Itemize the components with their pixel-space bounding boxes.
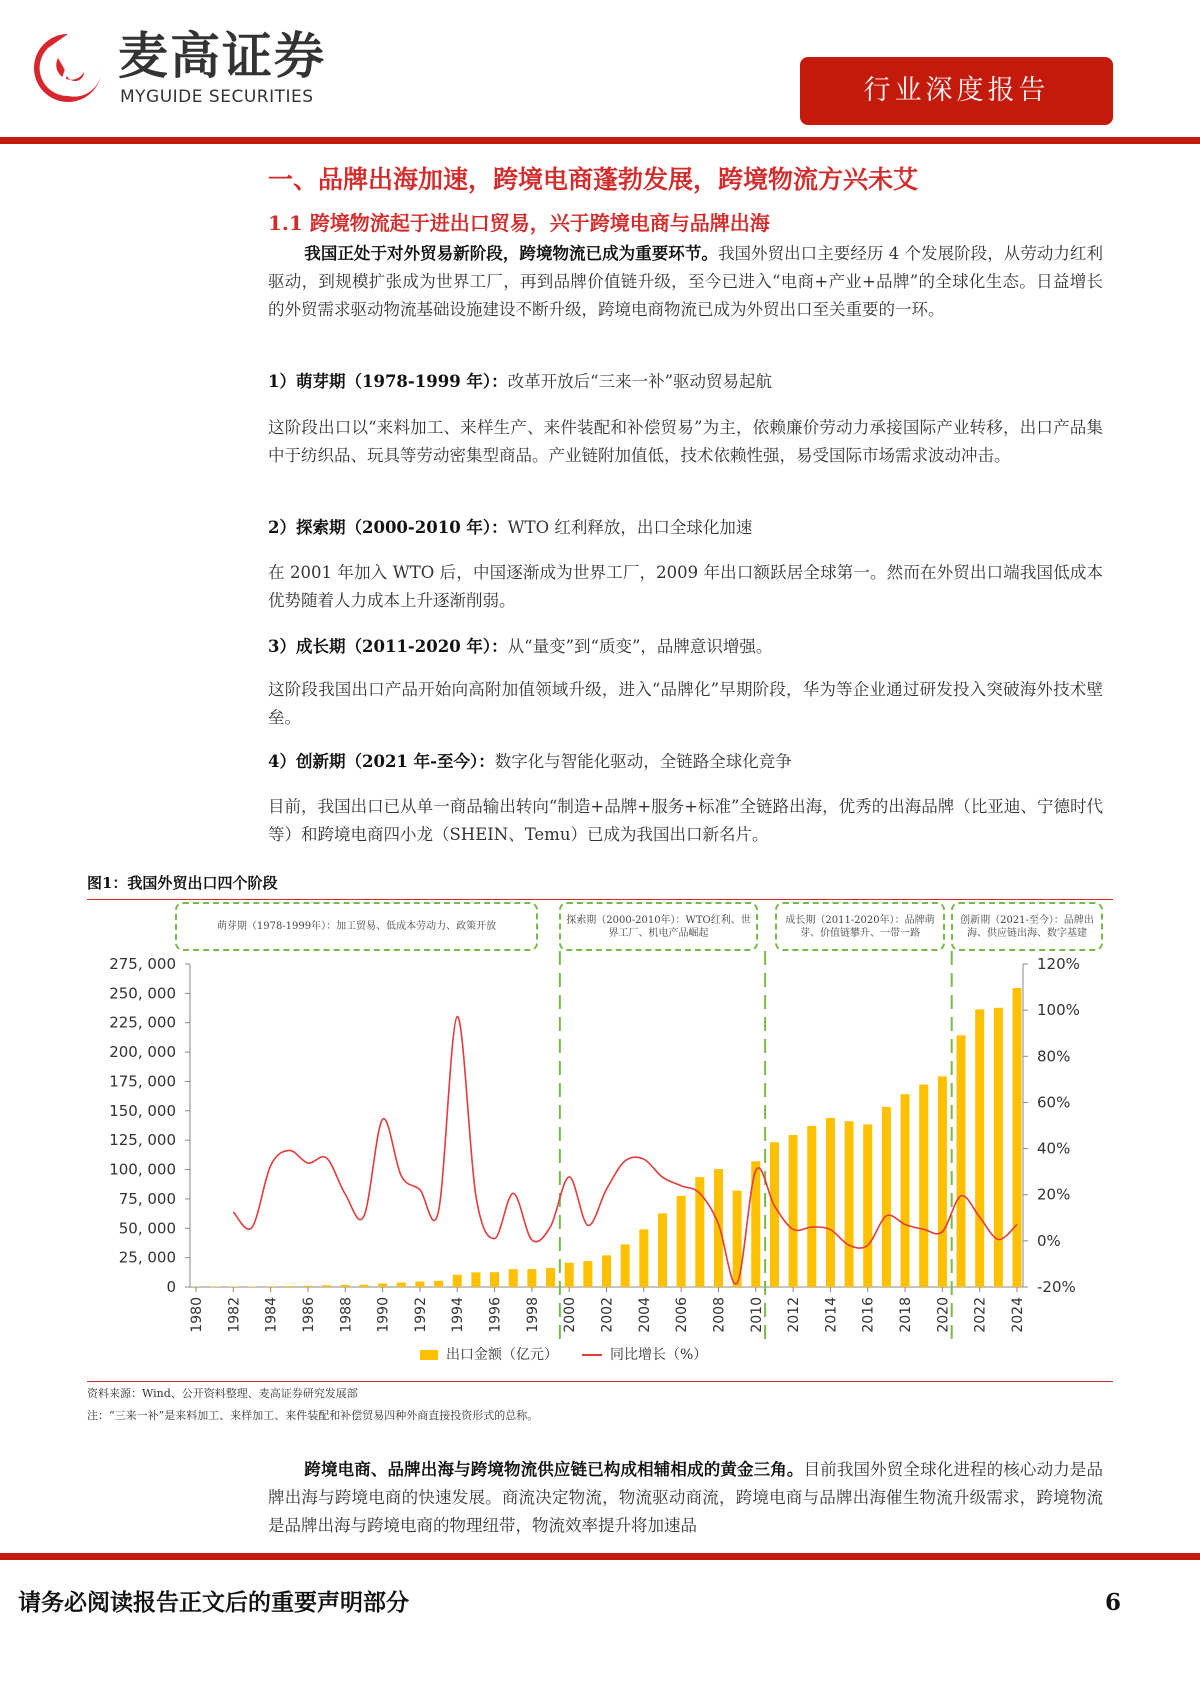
bar-2018: [901, 1094, 910, 1287]
right-tick-label: 60%: [1037, 1093, 1071, 1112]
x-tick-label: 2008: [711, 1297, 728, 1333]
bar-2002: [602, 1255, 611, 1287]
annotation-budding: 萌芽期（1978-1999年）：加工贸易、低成本劳动力、政策开放: [175, 902, 538, 951]
x-tick-label: 2004: [636, 1297, 653, 1333]
left-tick-label: 125, 000: [109, 1131, 176, 1150]
x-tick-label: 2012: [786, 1297, 803, 1333]
footer-divider: [0, 1553, 1200, 1560]
bar-2008: [714, 1169, 723, 1287]
left-tick-label: 200, 000: [109, 1043, 176, 1062]
x-tick-label: 2014: [823, 1297, 840, 1333]
x-tick-label: 1990: [375, 1297, 392, 1333]
x-tick-label: 1996: [487, 1297, 504, 1333]
bar-1990: [378, 1283, 387, 1287]
x-tick-label: 2022: [972, 1297, 989, 1333]
bar-2005: [658, 1213, 667, 1287]
bar-1992: [415, 1282, 424, 1287]
bar-1991: [397, 1283, 406, 1287]
bar-1996: [490, 1272, 499, 1287]
left-tick-label: 275, 000: [109, 955, 176, 973]
x-tick-label: 1982: [226, 1297, 243, 1333]
legend-line-swatch: [582, 1354, 602, 1356]
closing-bold: 跨境电商、品牌出海与跨境物流供应链已构成相辅相成的黄金三角。: [304, 1460, 804, 1479]
bar-2017: [882, 1107, 891, 1287]
stage-title: 3）成长期（2011-2020 年）：: [268, 637, 508, 656]
left-tick-label: 25, 000: [118, 1248, 176, 1267]
bar-1988: [341, 1285, 350, 1287]
right-tick-label: 120%: [1037, 955, 1080, 973]
bar-1983: [247, 1286, 256, 1287]
bar-2003: [621, 1244, 630, 1287]
bar-2015: [845, 1121, 854, 1287]
bar-2013: [807, 1126, 816, 1287]
left-tick-label: 175, 000: [109, 1072, 176, 1091]
right-tick-label: 40%: [1037, 1139, 1071, 1158]
x-tick-label: 2010: [748, 1297, 765, 1333]
x-tick-label: 1980: [189, 1297, 205, 1333]
bar-2024: [1013, 988, 1022, 1287]
x-tick-label: 1988: [338, 1297, 355, 1333]
bar-2021: [957, 1035, 966, 1287]
left-tick-label: 150, 000: [109, 1101, 176, 1120]
closing-paragraph: [268, 1456, 1103, 1540]
stage-summary: WTO 红利释放，出口全球化加速: [507, 518, 753, 537]
bar-2012: [789, 1135, 798, 1287]
stage-2-body: 在 2001 年加入 WTO 后，中国逐渐成为世界工厂，2009 年出口额跃居全球第一。然而在外贸出口端我国低成本优势随着人力成本上升逐渐削弱。: [268, 563, 1103, 610]
section-title: 一、品牌出海加速，跨境电商蓬勃发展，跨境物流方兴未艾: [268, 165, 919, 194]
bar-1986: [303, 1286, 312, 1287]
bar-2016: [863, 1124, 872, 1287]
left-tick-label: 0: [166, 1278, 176, 1296]
figure-title: 图1：我国外贸出口四个阶段: [87, 874, 278, 892]
bar-1987: [322, 1285, 331, 1287]
stage-summary: 改革开放后“三来一补”驱动贸易起航: [507, 372, 773, 391]
x-tick-label: 2000: [562, 1297, 579, 1333]
stage-3-body: 这阶段我国出口产品开始向高附加值领域升级，进入“品牌化”早期阶段，华为等企业通过研发投入突破海外技术壁垒。: [268, 680, 1103, 727]
legend-line-label: 同比增长（%）: [610, 1347, 708, 1363]
chart-legend: [420, 1346, 707, 1364]
right-tick-label: 0%: [1037, 1231, 1061, 1250]
figure-note: 注：“三来一补”是来料加工、来样加工、来件装配和补偿贸易四种外商直接投资形式的总称。: [87, 1409, 539, 1422]
figure-source: 资料来源：Wind、公开资料整理、麦高证券研究发展部: [87, 1387, 358, 1400]
bar-1995: [471, 1272, 480, 1287]
right-tick-label: 20%: [1037, 1185, 1071, 1204]
page-number: 6: [1105, 1589, 1122, 1616]
legend-bar-label: 出口金额（亿元）: [446, 1347, 558, 1363]
stage-summary: 数字化与智能化驱动，全链路全球化竞争: [494, 752, 792, 771]
bar-2000: [565, 1263, 574, 1287]
left-tick-label: 75, 000: [118, 1189, 176, 1208]
x-tick-label: 1986: [300, 1297, 317, 1333]
report-type-banner: 行业深度报告: [800, 57, 1113, 125]
subsection-title: 1.1 跨境物流起于进出口贸易，兴于跨境电商与品牌出海: [268, 211, 770, 235]
intro-bold: 我国正处于对外贸易新阶段，跨境物流已成为重要环节。: [304, 244, 718, 263]
bar-1997: [509, 1269, 518, 1287]
footer-disclaimer: 请务必阅读报告正文后的重要声明部分: [18, 1589, 409, 1616]
annotation-exploration: 探索期（2000-2010年）：WTO红利、世界工厂、机电产品崛起: [559, 902, 758, 951]
growth-line: [233, 1017, 1017, 1285]
x-tick-label: 1998: [524, 1297, 541, 1333]
left-tick-label: 100, 000: [109, 1160, 176, 1179]
legend-bar-swatch: [420, 1350, 438, 1360]
figure-bottom-rule: [87, 1381, 1113, 1382]
stage-title: 4）创新期（2021 年-至今）：: [268, 752, 495, 771]
brand-name-cn: 麦高证券: [118, 27, 326, 85]
bar-2019: [919, 1085, 928, 1287]
bar-1984: [266, 1286, 275, 1287]
stage-1-body: 这阶段出口以“来料加工、来样生产、来件装配和补偿贸易”为主，依赖廉价劳动力承接国际产业转移，出口产品集中于纺织品、玩具等劳动密集型商品。产业链附加值低，技术依赖性强，易受国际市场需求波动冲击。: [268, 418, 1103, 465]
annotation-growth: 成长期（2011-2020年）：品牌萌芽、价值链攀升、一带一路: [775, 902, 945, 951]
stage-title: 1）萌芽期（1978-1999 年）：: [268, 372, 508, 391]
bar-1985: [285, 1286, 294, 1287]
left-tick-label: 50, 000: [118, 1219, 176, 1238]
bar-2023: [994, 1008, 1003, 1287]
x-tick-label: 1984: [263, 1297, 280, 1333]
bar-2014: [826, 1118, 835, 1287]
bar-1989: [359, 1285, 368, 1287]
bar-2004: [639, 1229, 648, 1287]
annotation-innovation: 创新期（2021-至今）：品牌出海、供应链出海、数字基建: [951, 902, 1103, 951]
bar-1993: [434, 1281, 443, 1287]
intro-text: 我国外贸出口主要经历 4 个发展阶段，从劳动力红利驱动，到规模扩张成为世界工厂，再到品牌价值链升级，至今已进入“电商+产业+品牌”的全球化生态。日益增长的外贸需求驱动物流基础设施建设不断升级，跨境电商物流已成为外贸出口至关重要的一环。: [268, 244, 1103, 319]
bar-1998: [527, 1269, 536, 1287]
x-tick-label: 2016: [860, 1297, 877, 1333]
right-tick-label: -20%: [1037, 1278, 1076, 1296]
x-tick-label: 2024: [1010, 1297, 1026, 1333]
stage-title: 2）探索期（2000-2010 年）：: [268, 518, 508, 537]
bar-1999: [546, 1268, 555, 1287]
right-tick-label: 100%: [1037, 1001, 1080, 1020]
bar-2020: [938, 1076, 947, 1287]
right-tick-label: 80%: [1037, 1047, 1071, 1066]
stage-4-body: 目前，我国出口已从单一商品输出转向“制造+品牌+服务+标准”全链路出海，优秀的出海品牌（比亚迪、宁德时代等）和跨境电商四小龙（SHEIN、Temu）已成为我国出口新名片。: [268, 797, 1103, 844]
left-tick-label: 225, 000: [109, 1013, 176, 1032]
bar-2001: [583, 1261, 592, 1287]
bar-1994: [453, 1275, 462, 1287]
x-tick-label: 2002: [599, 1297, 616, 1333]
x-tick-label: 2020: [935, 1297, 952, 1333]
x-tick-label: 2018: [898, 1297, 915, 1333]
stage-summary: 从“量变”到“质变”，品牌意识增强。: [507, 637, 773, 656]
x-tick-label: 1994: [450, 1297, 467, 1333]
bar-2011: [770, 1142, 779, 1287]
bar-2006: [677, 1196, 686, 1287]
x-tick-label: 2006: [674, 1297, 691, 1333]
bar-2022: [975, 1009, 984, 1287]
closing-text: 目前我国外贸全球化进程的核心动力是品牌出海与跨境电商的快速发展。商流决定物流，物流驱动商流，跨境电商与品牌出海催生物流升级需求，跨境物流是品牌出海与跨境电商的物理纽带，物流效率提升将加速品: [268, 1460, 1104, 1535]
left-tick-label: 250, 000: [109, 984, 176, 1003]
x-tick-label: 1992: [412, 1297, 429, 1333]
brand-name-en: MYGUIDE SECURITIES: [120, 87, 314, 107]
